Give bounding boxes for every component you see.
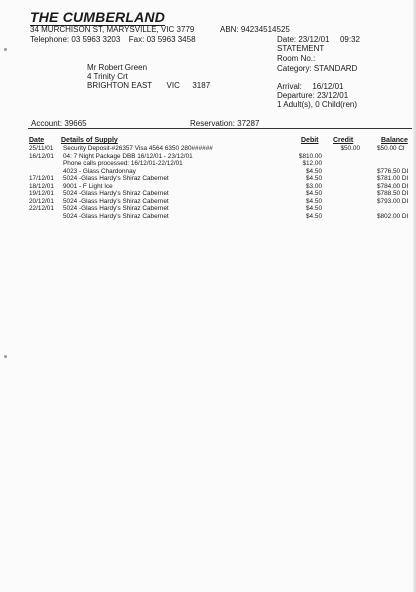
abn: [220, 25, 290, 34]
row-debit: $4.50: [306, 190, 322, 197]
scan-mark: [4, 48, 7, 51]
hotel-address: 34 MURCHISON ST, MARYSVILLE, VIC 3779: [30, 25, 195, 34]
row-date: 18/12/01: [29, 182, 54, 190]
reservation: [190, 119, 259, 128]
row-balance: $784.00 DI: [377, 182, 409, 190]
guest-street: 4 Trinity Crt: [87, 72, 128, 81]
row-credit: $50.00: [340, 145, 360, 152]
col-credit-header: Credit: [333, 137, 354, 144]
col-debit-header: Debit: [301, 137, 319, 144]
category-label: Category:: [277, 64, 312, 73]
row-debit: $4.50: [306, 197, 322, 205]
departure-value: 23/12/01: [317, 91, 349, 100]
col-date-header: Date: [29, 137, 45, 144]
scan-mark: [4, 355, 7, 358]
row-debit: $12.00: [302, 160, 322, 167]
guest-postcode: 3187: [192, 81, 211, 90]
guest-locality: [87, 81, 210, 90]
row-balance: $802.00 DI: [377, 212, 409, 220]
row-details: 5024 -Glass Hardy's Shiraz Cabernet: [63, 212, 169, 220]
hotel-name-text: THE CUMBERLAND: [30, 9, 166, 25]
guest-suburb: BRIGHTON EAST: [87, 81, 153, 90]
hotel-phone-fax: [30, 35, 196, 44]
row-date: 16/12/01: [29, 152, 54, 160]
room-label: Room No.:: [277, 54, 316, 63]
row-balance: $776.50 DI: [377, 167, 409, 175]
col-balance-header: Balance: [381, 137, 408, 144]
row-date: 17/12/01: [29, 175, 54, 182]
col-details-header: Details of Supply: [61, 137, 118, 144]
row-details: 9001 - F Light Ice: [63, 182, 113, 190]
category-value: STANDARD: [313, 64, 358, 73]
row-details: 4023 - Glass Chardonnay: [63, 167, 136, 175]
time-value: 09:32: [339, 35, 360, 44]
reservation-value: 37287: [237, 119, 260, 128]
date-label: Date:: [277, 35, 297, 44]
date-value: 23/12/01: [298, 35, 330, 44]
statement-date: [277, 35, 360, 44]
row-date: 19/12/01: [29, 190, 54, 197]
row-details: 5024 -Glass Hardy's Shiraz Cabernet: [63, 205, 169, 212]
departure-label: Departure:: [277, 91, 315, 100]
category: [277, 64, 357, 73]
row-debit: $4.50: [306, 212, 322, 220]
room-number: [277, 54, 315, 63]
row-debit: $4.50: [306, 175, 322, 182]
telephone-value: 03 5963 3203: [71, 35, 121, 44]
abn-value: 94234514525: [240, 25, 290, 34]
row-balance: $781.00 DI: [377, 175, 409, 182]
row-balance: $50.00 CI: [377, 145, 405, 152]
row-details: Phone calls processed: 16/12/01-22/12/01: [63, 160, 183, 167]
occupancy: 1 Adult(s), 0 Child(ren): [277, 100, 358, 109]
abn-label: ABN:: [220, 25, 239, 34]
arrival-value: 16/12/01: [312, 82, 344, 91]
arrival-label: Arrival:: [277, 82, 302, 91]
row-balance: $788.50 DI: [377, 190, 409, 197]
statement-title: STATEMENT: [277, 44, 325, 53]
reservation-label: Reservation:: [190, 119, 235, 128]
fax-label: Fax:: [128, 35, 145, 44]
account-value: 39665: [64, 119, 87, 128]
row-details: 5024 -Glass Hardy's Shiraz Cabernet: [63, 175, 169, 182]
row-date: 25/11/01: [29, 145, 54, 152]
guest-name: Mr Robert Green: [87, 63, 148, 72]
telephone-label: Telephone:: [30, 35, 70, 44]
account: [31, 119, 87, 128]
row-details: 5024 -Glass Hardy's Shiraz Cabernet: [63, 197, 169, 205]
account-divider: [28, 128, 412, 129]
row-balance: $793.00 DI: [377, 197, 409, 205]
row-details: 5024 -Glass Hardy's Shiraz Cabernet: [63, 190, 169, 197]
row-date: 22/12/01: [29, 205, 54, 212]
fax-value: 03 5963 3458: [146, 35, 196, 44]
row-debit: $3.00: [306, 182, 322, 190]
row-details: 04: 7 Night Package DBB 16/12/01 - 23/12/01: [63, 152, 193, 160]
row-debit: $810.00: [298, 152, 322, 160]
guest-state: VIC: [166, 81, 180, 90]
row-date: 20/12/01: [29, 197, 54, 205]
hotel-name: [30, 9, 165, 25]
departure: [277, 91, 348, 100]
row-debit: $4.50: [306, 167, 322, 175]
arrival: [277, 82, 344, 91]
row-debit: $4.50: [306, 205, 322, 212]
row-details: Security Deposit-#26357 Visa 4564 6350 280######: [63, 145, 213, 152]
account-label: Account:: [31, 119, 63, 128]
